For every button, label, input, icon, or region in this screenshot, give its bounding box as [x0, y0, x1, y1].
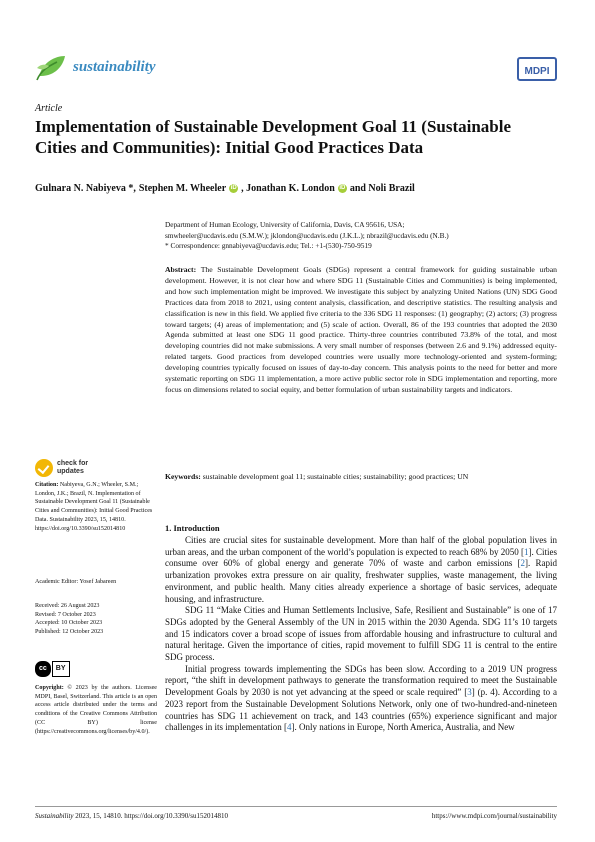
- affiliation-emails[interactable]: smwheeler@ucdavis.edu (S.M.W.); jklondon@ucdavis.edu (J.K.L.); nbrazil@ucdavis.edu (N.B.): [165, 230, 449, 240]
- cc-icon: cc: [35, 661, 51, 677]
- paper-title: Implementation of Sustainable Development Goal 11 (Sustainable Cities and Communities): Initial Good Practices Data: [35, 117, 512, 157]
- date-received: Received: 26 August 2023: [35, 603, 100, 609]
- journal-name: sustainability: [73, 58, 156, 75]
- paragraph: Cities are crucial sites for sustainable development. More than half of the global population lives in urban areas, and the urban component of the world’s population is expected to reach 68% by 2050 [1]. Cities consume over 60% of global energy and generate 70% of waste and carbon emissions [2]. Rapid urbanization provokes extra pressure on air quality, freshwater supplies, waste management, the living environment, and public health. Many cities already experience a shortage of basic services, adequate housing, and infrastructure.: [165, 535, 557, 604]
- abstract: [165, 265, 557, 396]
- by-icon: BY: [52, 661, 70, 677]
- article-type: Article: [35, 103, 63, 114]
- section-body: [165, 535, 557, 734]
- author-name[interactable]: Stephen M. Wheeler: [138, 183, 227, 194]
- date-revised: Revised: 7 October 2023: [35, 611, 96, 618]
- affiliation-dept: Department of Human Ecology, University of California, Davis, CA 95616, USA;: [165, 220, 405, 229]
- keywords-text: sustainable development goal 11; sustainable cities; sustainability; good practices; UN: [202, 472, 469, 481]
- check-updates-line2: updates: [57, 468, 84, 475]
- citation-text: Nabiyeva, G.N.; Wheeler, S.M.; London, J.K.; Brazil, N. Implementation of Sustainable Development Goal 11 (Sustainable Cities and Communities): Initial Good Practices Data. Sustainability 2023, 15, 14810. https://doi.org/10.3390/su152014810: [35, 482, 153, 532]
- citation-link[interactable]: 4: [286, 722, 292, 733]
- cc-license-badge[interactable]: [35, 661, 70, 677]
- abstract-text: The Sustainable Development Goals (SDGs) represent a central framework for guiding sustainable urban development. However, it is not clear how and where SDG 11 (Sustainable Cities and Communities) is being implemented, and how such implementation might be improved. We investigate this subject by analyzing United Nations (UN) SDG Good Practices data from 2018 to 2021, using content analysis, classification, and descriptive statistics. The resulting analysis and classification is new in this field. We applied five criteria to the 336 SDG 11 responses: (1) geography; (2) actors; (3) progress toward targets; (4) areas of implementation; and (5) scale of action. Overall, 86 of the 193 countries that adopted the 2030 Agenda submitted at least one SDG 11 good practice. Thirty-three countries contributed 73.8% of the total, and most developing countries did not make submissions. A very small number of responses (between 2.6 and 9.1%) addressed equity-related targets. Good practices from developed countries were usually more technology-oriented and system-forming; developing countries typically focused on issues of day-to-day concern. This analysis points to the need for better and more systematic reporting on SDG 11 implementation, a more active public sector role in SDG implementation and reporting, more focus on dimensions related to social equity, and better formulation of urban sustainability targets and indicators.: [165, 265, 557, 394]
- page-footer: [35, 812, 557, 820]
- check-updates-badge[interactable]: [35, 459, 88, 477]
- journal-logo[interactable]: [35, 52, 156, 82]
- correspondence: * Correspondence: gnnabiyeva@ucdavis.edu; Tel.: +1-(530)-750-9519: [165, 241, 372, 250]
- date-accepted: Accepted: 10 October 2023: [35, 620, 103, 627]
- keywords: [165, 472, 557, 483]
- footer-citation: Sustainability 2023, 15, 14810. https://doi.org/10.3390/su152014810: [35, 812, 228, 820]
- author-name: Gulnara N. Nabiyeva *,: [35, 183, 136, 194]
- citation-link[interactable]: 3: [467, 687, 472, 698]
- author-name: and Noli Brazil: [349, 183, 415, 194]
- author-list: [35, 183, 555, 194]
- copyright: [35, 684, 157, 736]
- paragraph: SDG 11 “Make Cities and Human Settlements Inclusive, Safe, Resilient and Sustainable” is one of 17 SDGs adopted by the General Assembly of the UN in 2015 within the 2030 Agenda. SDG 11’s 10 targets and 15 indicators cover a broad scope of issues from affordable housing and infrastructure to cultural and natural heritage. Given the importance of cities, rapid movement to fulfill SDG 11 is central to the entire SDG process.: [165, 605, 557, 663]
- orcid-icon[interactable]: iD: [230, 185, 237, 191]
- copyright-text: © 2023 by the authors. Licensee MDPI, Basel, Switzerland. This article is an open access article distributed under the terms and conditions of the Creative Commons Attribution (CC BY) license (https://creativecommons.org/licenses/by/4.0/).: [35, 685, 157, 735]
- check-icon: [35, 459, 53, 477]
- abstract-label: Abstract:: [165, 265, 197, 274]
- keywords-label: Keywords:: [165, 472, 201, 481]
- mdpi-logo[interactable]: MDPI: [517, 57, 557, 81]
- affiliation: [165, 220, 555, 252]
- academic-editor: Academic Editor: Yosef Jabareen: [35, 579, 117, 585]
- section-heading: 1. Introduction: [165, 523, 220, 533]
- citation: [35, 481, 157, 533]
- footer-divider: [35, 806, 557, 807]
- footer-journal-url[interactable]: https://www.mdpi.com/journal/sustainability: [431, 812, 557, 820]
- leaf-icon: [35, 52, 67, 82]
- copyright-label: Copyright:: [35, 685, 64, 691]
- paragraph: Initial progress towards implementing the SDGs has been slow. According to a 2019 UN progress report, “the shift in development pathways to generate the transformation required to meet the Sustainable Development Goals by 2030 is not yet advancing at the speed or scale required” [3] (p. 4). According to a 2023 report from the Sustainable Development Solutions Network, only one of two-hundred-and-nineteen countries has SDG 11 achievement on track, and 143 countries (65%) experience significant and major challenges in its implementation [4]. Only nations in Europe, North America, Australia, and New: [165, 663, 557, 733]
- date-published: Published: 12 October 2023: [35, 629, 104, 636]
- citation-link[interactable]: 1: [523, 546, 529, 557]
- check-updates-line1: check for: [57, 460, 89, 467]
- orcid-icon[interactable]: iD: [339, 185, 346, 191]
- citation-link[interactable]: 2: [520, 558, 526, 569]
- dates: [35, 602, 157, 637]
- author-name[interactable]: , Jonathan K. London: [241, 183, 335, 194]
- citation-label: Citation:: [35, 482, 59, 488]
